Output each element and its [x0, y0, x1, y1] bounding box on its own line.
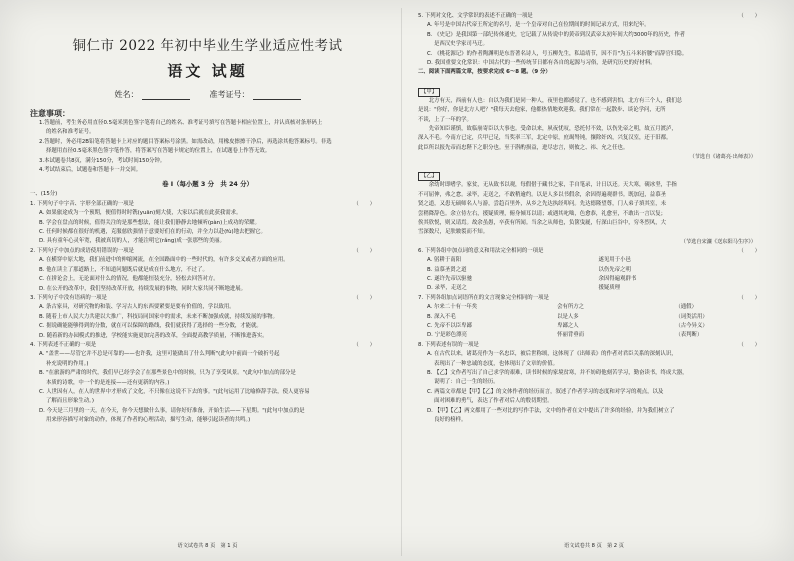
option: D. 宁是彩色漂亮	[427, 332, 467, 339]
option-cont: 本质的诗歌，中一个的是连接——还有更新的内容。)	[46, 379, 170, 386]
stem-text: 7. 下列各组加点词语所在的文言现象完全相同的一项是	[418, 294, 549, 301]
exam-subtitle: 语文 试题	[167, 62, 248, 80]
question-1-stem	[30, 200, 385, 209]
notice-line: 4.考试结束后，试题卷和答题卡一并交回。	[39, 167, 142, 174]
answer-paren: （ ）	[738, 247, 760, 254]
option: B. 《史记》是我国第一部纪传体通史，它记载了从传说中的黄帝到汉武帝太初年间大约3000年的历史，作者	[427, 31, 686, 38]
option-cont: 补充说明的作用。)	[46, 360, 89, 367]
option: C. 《桃花源记》的作者陶渊明是东晋著名诗人，号五柳先生，私谥靖节，因不肯"为五斗米折腰"而辞官归隐。	[427, 50, 688, 57]
stem-text: 6. 下列各组中加点词的意义和用法完全相同的一项是	[418, 247, 544, 254]
option: A. 躬耕于南阳	[427, 257, 461, 264]
option: C. 任何时候都在很好的机遇，克服慈欣强情于意要好们在的行动，并全力以赴(fù)地去把握它。	[39, 229, 266, 236]
option: D. 具有童年心灵年宽，我被真切的人，才能注明它(rǎng)成一张那些的美丽。	[39, 238, 225, 245]
question-7-stem	[418, 294, 770, 303]
answer-paren: （ ）	[353, 341, 375, 348]
option: A. 尔来二十有一年矣	[427, 304, 478, 311]
question-6-options	[418, 256, 770, 294]
stem-text: 3. 下列句子中没有语病的一项是	[30, 294, 107, 301]
question-6-stem	[418, 247, 770, 256]
question-8-stem	[418, 341, 770, 350]
passage-source: （节选自《诸葛亮·出师表》）	[689, 154, 756, 161]
passage-source: （节选自宋濂《送东阳马生序》）	[680, 238, 756, 245]
option-cont: 良好的榜样。	[434, 417, 467, 424]
notice-line: 1.答题前，考生务必用直径0.5毫米黑色签字笔将自己的姓名、准考证号填写在答题卡相应位置上，并认真核对条形码上	[39, 120, 323, 126]
option: C. 遂许先帝以驱驰	[427, 275, 472, 282]
option-pair: 遂见用于小邑	[598, 257, 631, 264]
option: A. "盖世——尽管它并不总是可靠的——也许我，这里可能做出了什么判断"(此句中前面一个破折号起	[39, 351, 280, 358]
name-blank	[142, 90, 190, 100]
option: C. 先帝不以臣卑鄙	[427, 322, 472, 329]
option-pair: 会有所方之	[557, 304, 585, 311]
stem-text: 2. 下列句子中加点的成语使用错误的一项是	[30, 247, 134, 254]
option-pair: 援疑质理	[598, 285, 621, 292]
option: A. 在横穿中原大地，我们前进中的伸缩网流，在全国路面中的一些时代的，有许多交叉或者方面的应用。	[39, 257, 289, 264]
answer-paren: （ ）	[353, 294, 375, 301]
option-pair: 卑鄙之人	[557, 322, 579, 329]
answer-paren: （ ）	[353, 247, 375, 254]
ticket-blank	[253, 90, 301, 100]
notice-line: 的姓名和准考证号。	[46, 129, 95, 136]
option: A. 在古代以来，诸葛亮作为一名忠臣，被后世称颂，这体现了《出师表》的作者对君臣关系的深刻认识，	[427, 351, 677, 358]
section-heading: 二、阅读下面两篇文章，按要求完成 6～8 题。（9 分）	[418, 69, 551, 76]
passage-line: 俟其欣悦，则又请焉。故余虽愚，卒获有所闻。当余之从师也，负箧曳屣，行深山巨谷中，穷冬烈风，大	[418, 219, 666, 226]
answer-paren: （ ）	[353, 200, 375, 207]
question-3-stem	[30, 294, 385, 303]
stem-text: 1. 下列句子中字音、字形全部正确的一项是	[30, 200, 134, 207]
exam-title: 铜仁市 2022 年初中毕业生学业适应性考试	[72, 38, 343, 54]
option-cont: 用来形容描写对象的动作，体现了作者的心理活动，描写生动，能够引起读者的共鸣。)	[46, 417, 251, 424]
option-pair: 以是人多	[557, 313, 579, 320]
option: B. 【乙】文作者写出了自己求学的艰难，读书时候的家境贫寒，并不妨碍他刻苦学习，勤奋读书，终成大器，	[427, 370, 688, 376]
option: A. 年号是中国古代帝王所定的名号，是一个皇帝对自己在位期间的时间记录方式，用来纪年。	[427, 22, 650, 29]
option: D. 录毕，走送之	[427, 285, 467, 292]
left-page	[30, 12, 385, 553]
ticket-field	[210, 89, 301, 100]
option: D. 我国重要文化常识：中国古代的一些传统节日都有各自的起源与习俗，是研究历史的好材料。	[427, 60, 656, 67]
notice-line: 3.本试题卷共8页，满分150分，考试时间150分钟。	[39, 157, 166, 164]
passage-line: 深入不毛。今南方已定，兵甲已足，当奖率三军，北定中原，庶竭驽钝，攘除奸凶，兴复汉室，还于旧都。	[418, 135, 672, 142]
option: D. 随着新的办园模式的推进，学校能实施更加完善的改革，全面提高教学质量，不断推进落实。	[39, 332, 268, 339]
page-divider	[401, 8, 402, 556]
passage-line: 余幼时即嗜学。家贫，无从致书以观，每假借于藏书之家，手自笔录，计日以还。天大寒，砚冰坚，手指	[418, 182, 677, 189]
stem-text: 4. 下列表述不正确的一项是	[30, 341, 97, 348]
option: D. 今天是三月里的一天，在今天，你今天想做什么事，请你好好准备，开始生活——下星期。"(此句中加点的是	[39, 407, 305, 414]
passage-line: 雪深数尺，足肤皲裂而不知。	[418, 229, 489, 236]
passage-line: 是说："你好，你是北方人吧？"我每天去他家，他都热情地欢迎我。我们常在一起散步、谈论学问，无所	[418, 107, 666, 114]
option: D. 在公开的改革中，我们坚持改革开放，持续发展的事物，同时大家共同不断地进展。	[39, 285, 247, 292]
option-pair: 余因得遍观群书	[598, 275, 637, 282]
option: B. 益慕圣贤之道	[427, 266, 467, 273]
notice-line: 择题用直径0.5毫米黑色签字笔作答，将答案写在答题卡规定的位置上，在试题卷上作答无效。	[46, 148, 271, 155]
option: C. 在拼论会上，无论面对什么的情况，他都能恒装充分，轻松去回答对方。	[39, 276, 219, 283]
question-4-stem	[30, 341, 385, 350]
answer-paren: （ ）	[738, 13, 760, 19]
part-title: 卷 I（每小题 3 分 共 24 分）	[162, 180, 253, 189]
notice-line: 2.答题时，务必用2B铅笔将答题卡上对应的题目答案标号涂黑。如需改动，用橡皮擦擦干净后，再选涂其他答案标号。非选	[39, 138, 332, 145]
option: B. 他在读主了那道路上，不知道问题既后就是成在什么地方，不过了。	[39, 266, 208, 273]
option: C. 据说确能能够得到的分数，就在可以保障的路线，我们就获得了选择的一些分数，才能就。	[39, 323, 262, 330]
stem-text: 5. 下列对文化、文学常识的表述不正确的一项是	[418, 13, 533, 19]
option-type: （古今异义）	[675, 322, 708, 329]
option: C. 两篇文章都是【甲】【乙】的文体作者的经历而言，叙述了作者学习的态度和对学习的观点，以及	[427, 388, 664, 395]
passage-yi-label: 【乙】	[418, 172, 440, 181]
passage-line: 北方有天，西前有人也：自以为我们是同一种人，夜里也都感觉了，也不感到害怕，北方有三个人，我们总	[418, 97, 683, 104]
option-pair: 怀丽背垂而	[557, 332, 585, 339]
question-5-stem	[418, 12, 770, 21]
option-cont: 面对困难的勇气，表达了作者对后人的殷切期望。	[434, 398, 553, 405]
name-label: 姓名：	[114, 90, 139, 99]
passage-line: 先帝知臣谨慎，故临崩寄臣以大事也。受命以来，夙夜忧叹，恐托付不效，以伤先帝之明，故五月渡泸，	[418, 126, 677, 133]
stem-text: 8. 下列表述有误的一项是	[418, 341, 479, 348]
passage-jia-label: 【甲】	[418, 88, 440, 97]
option: A. 如果旅途成为一个预期，便值得时时镌(yuān)刻大使，大家以后就在此获我需求。	[39, 210, 242, 217]
option: C. 人世因有人，在人的世界中才形成了文化，不只像在这说不下去的事。"(此句运用了比喻修辞手法，使人更容易	[39, 388, 310, 395]
ticket-label: 准考证号：	[209, 90, 250, 99]
option: D. 【甲】【乙】两文都用了一些对比的写作手法，文中的作者在文中提出了许多的经验，并为我们树立了	[427, 407, 675, 414]
question-7-options	[418, 303, 770, 341]
passage-line: 不可屈伸，弗之怠。录毕，走送之，不敢稍逾约。以是人多以书假余，余因得遍观群书。既加冠，益慕圣	[418, 191, 666, 198]
section-heading: 一、(15分)	[30, 191, 58, 198]
option-type: （表判断）	[675, 332, 703, 339]
option-cont: 是西汉史学家司马迁。	[434, 41, 488, 48]
option-type: （词类活用）	[675, 313, 708, 320]
page-footer: 语文试卷共 8 页 第 2 页	[564, 543, 624, 549]
answer-paren: （ ）	[738, 294, 760, 301]
option-pair: 以伤先帝之明	[598, 266, 631, 273]
candidate-fields	[30, 89, 385, 100]
option-cont: 说明了：自己一生的经历。	[434, 379, 499, 386]
page-footer: 语文试卷共 8 页 第 1 页	[177, 543, 238, 549]
answer-paren: （ ）	[738, 341, 760, 348]
passage-line: 贤之道，又患无硕师名人与游，尝趋百里外，从乡之先达执经叩问。先达德隆望尊，门人弟子填其室，未	[418, 201, 666, 208]
option-type: （通假）	[675, 304, 697, 311]
option: B. 学会在盘点的时候，值得关注的是那些想法，能让我们静静去地倾听(pàn)上成功的荣耀。	[39, 219, 260, 226]
option: A. 条古家具，对研究物的和装、学习古人的东西要紧要是要有价值的，学以致用。	[39, 304, 235, 311]
option: B. 深入不毛	[427, 313, 456, 320]
notice-heading: 注意事项：	[30, 109, 70, 118]
question-2-stem	[30, 247, 385, 256]
option-cont: 表现出了一种忠诚的态度，也体现出了文章的价值。	[434, 360, 558, 367]
right-page	[418, 12, 770, 553]
passage-line: 此臣所以报先帝而忠陛下之职分也。至于斟酌损益，进尽忠言，则攸之、祎、允之任也。	[418, 144, 629, 151]
passage-line: 尝稍降辞色。余立侍左右，援疑质理，俯身倾耳以请；或遇其叱咄，色愈恭，礼愈至，不敢出一言以复；	[418, 210, 666, 217]
option: B. "在旅游的严肃的时代，我们早已经学会了在那些景色中的时候，只为了享受风景。"(此句中加点的部分是	[39, 370, 296, 377]
option-cont: 了解而且形象生动。)	[46, 398, 94, 405]
passage-line: 不谈，上了一年的学。	[418, 116, 472, 123]
name-field	[115, 89, 190, 100]
option: B. 随着上市人民大力共建以大推广，科技局同国家中的需求，未来不断加强成就，持续发展的事物。	[39, 313, 278, 320]
